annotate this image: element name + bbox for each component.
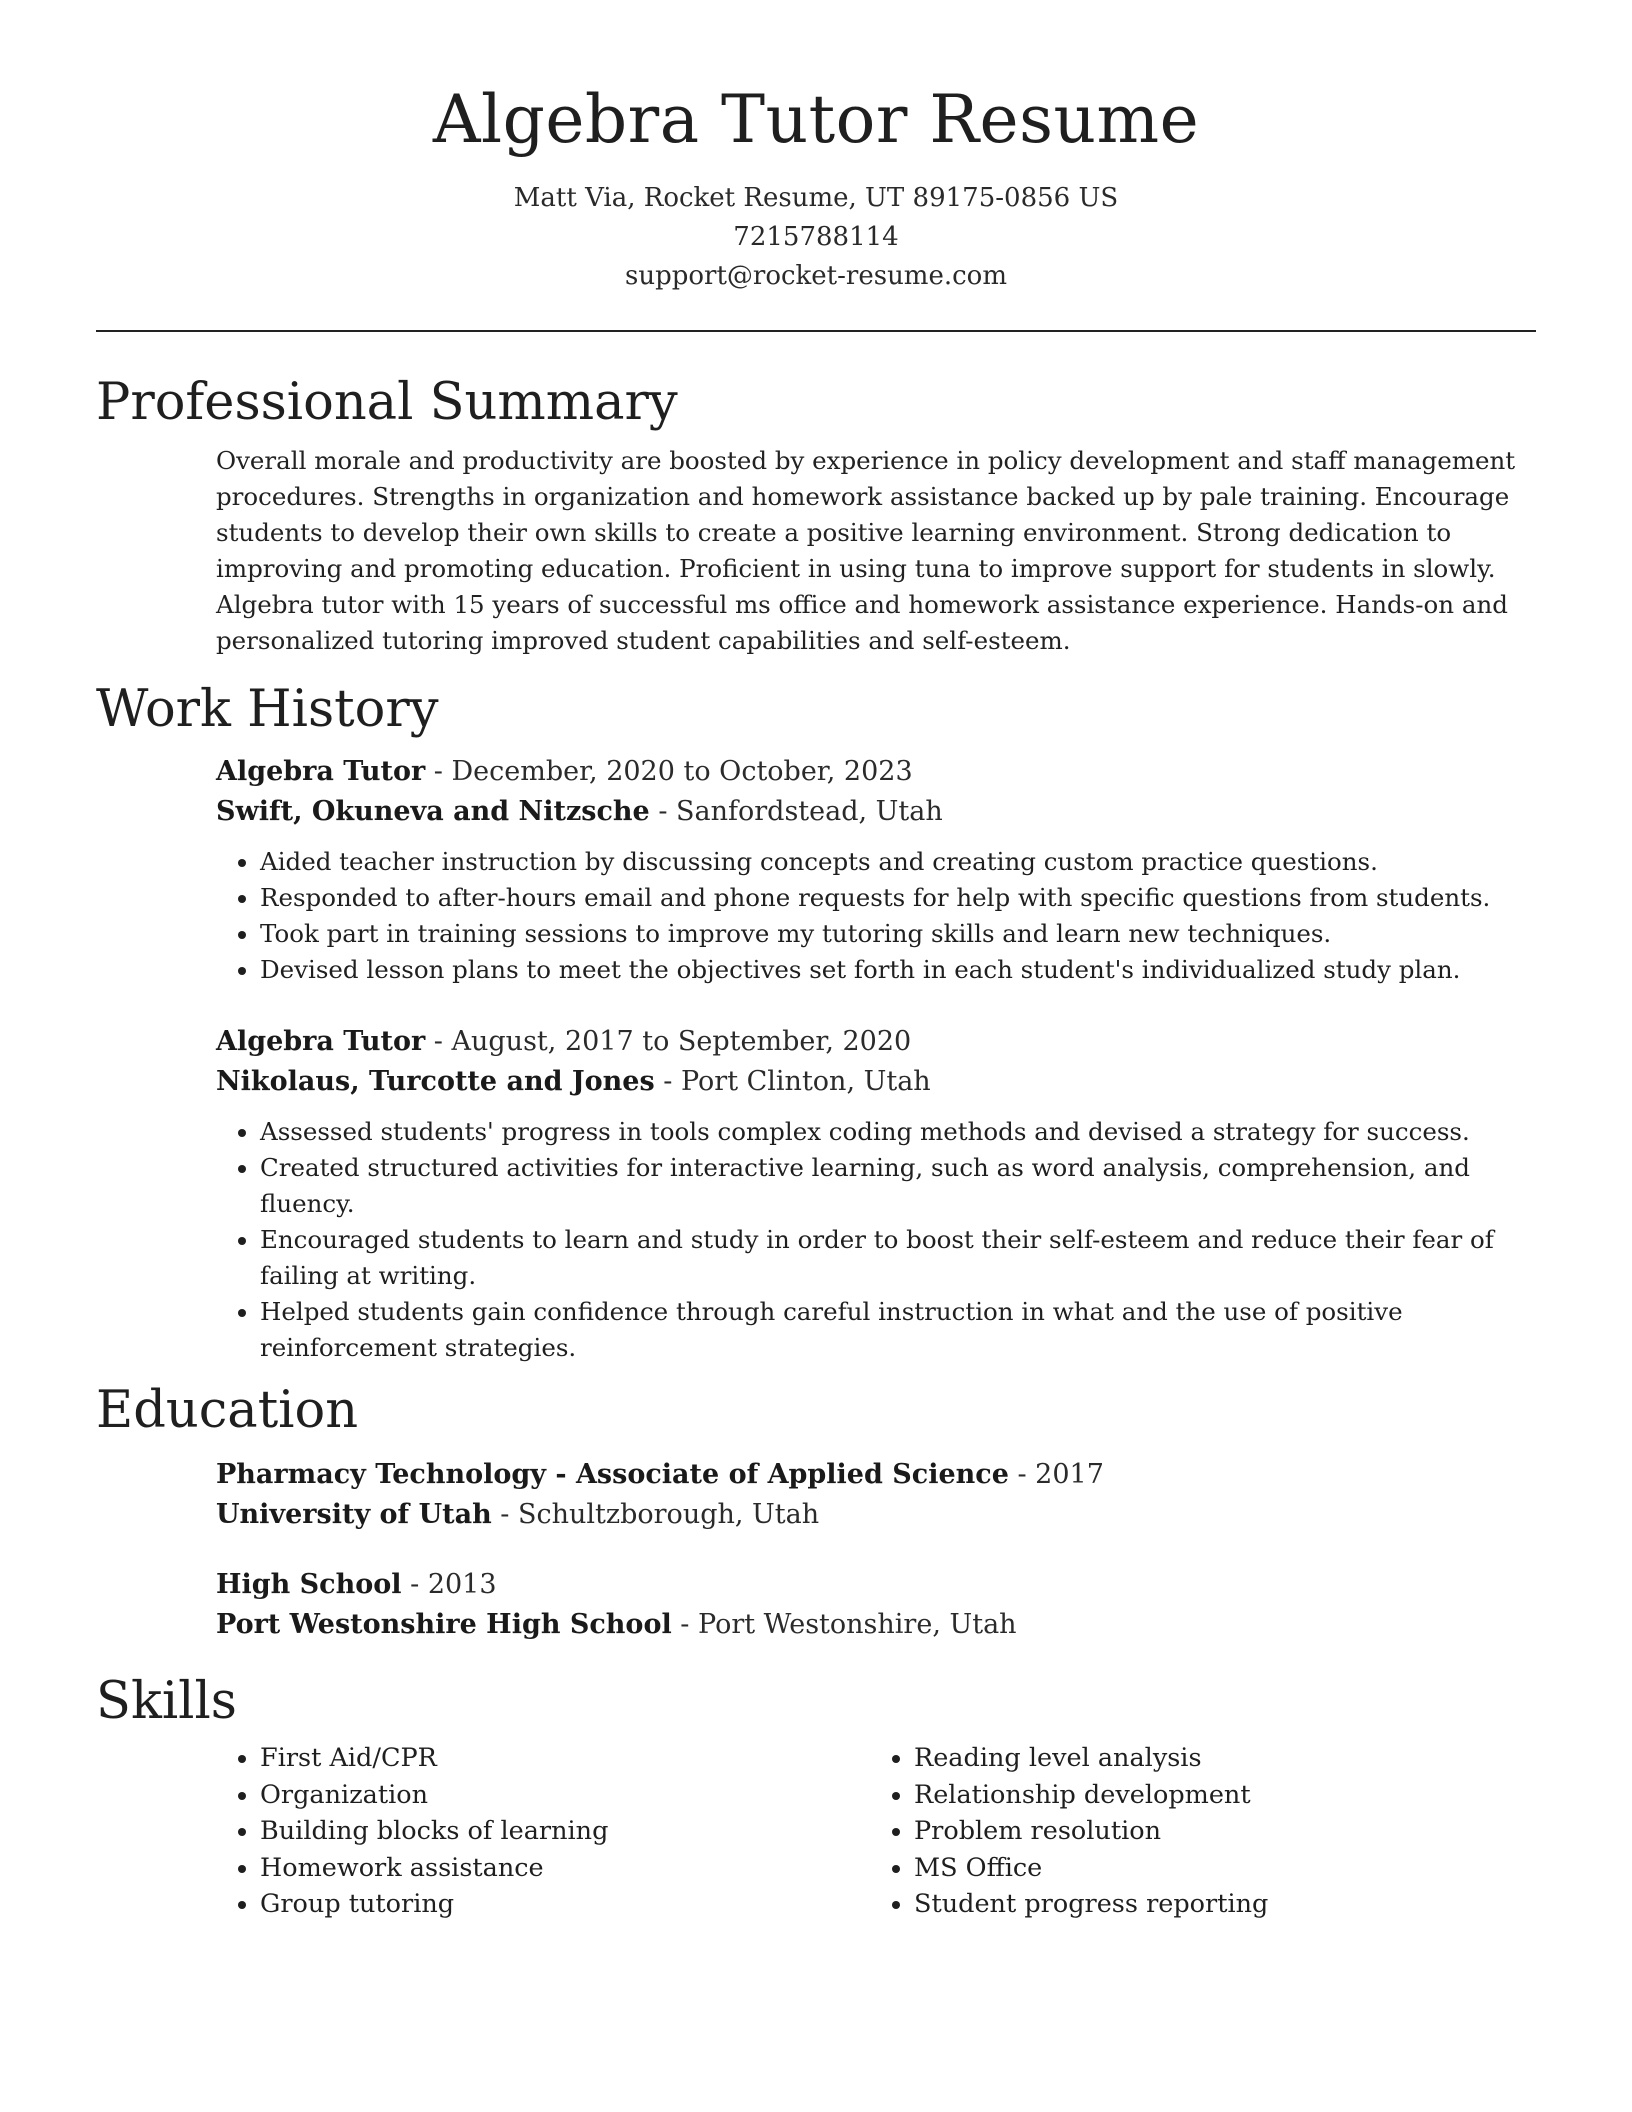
skills-list-left [216, 1740, 870, 1923]
skills-heading: Skills [96, 1672, 237, 1732]
skill-item: • Problem resolution [914, 1813, 1524, 1850]
education-year: - 2017 [1008, 1459, 1104, 1491]
job-bullets [216, 1114, 1536, 1366]
education-location: - Schultzborough, Utah [491, 1499, 820, 1531]
work-history-section [96, 679, 1536, 1366]
header-divider [96, 330, 1536, 332]
job-bullet: • Created structured activities for interactive learning, such as word analysis, comprehension, and fluency. [260, 1150, 1536, 1222]
skill-item: • Homework assistance [260, 1850, 870, 1887]
education-entry [216, 1565, 1536, 1645]
resume-page [96, 0, 1536, 1923]
job-bullet: • Encouraged students to learn and study in order to boost their self-esteem and reduce their fear of failing at writing. [260, 1222, 1536, 1294]
job-title-line [216, 752, 1536, 792]
job-dates: - August, 2017 to September, 2020 [425, 1025, 912, 1057]
job-entry [216, 1022, 1536, 1366]
job-title-line [216, 1022, 1536, 1062]
education-degree: High School [216, 1569, 402, 1601]
job-bullet: • Aided teacher instruction by discussing concepts and creating custom practice questions. [260, 844, 1536, 880]
education-degree-line [216, 1565, 1536, 1605]
contact-phone: 7215788114 [733, 221, 899, 252]
skill-item: • Reading level analysis [914, 1740, 1524, 1777]
job-bullet: • Helped students gain confidence through careful instruction in what and the use of positive reinforcement strategies. [260, 1294, 1536, 1366]
education-location: - Port Westonshire, Utah [671, 1609, 1017, 1641]
job-title: Algebra Tutor [216, 1025, 426, 1057]
skill-item: • First Aid/CPR [260, 1740, 870, 1777]
education-heading: Education [96, 1380, 359, 1440]
summary-section [96, 372, 1536, 659]
education-degree-line [216, 1455, 1536, 1495]
contact-email: support@rocket-resume.com [624, 260, 1007, 291]
skill-item: • Relationship development [914, 1777, 1524, 1814]
skills-list-right [870, 1740, 1524, 1923]
work-history-heading: Work History [96, 679, 439, 739]
summary-heading: Professional Summary [96, 372, 678, 432]
contact-block [96, 179, 1536, 296]
education-school: University of Utah [216, 1499, 492, 1531]
job-bullets [216, 844, 1536, 988]
contact-address: Matt Via, Rocket Resume, UT 89175-0856 US [513, 182, 1119, 213]
job-bullet: • Responded to after-hours email and phone requests for help with specific questions from students. [260, 880, 1536, 916]
education-entry [216, 1455, 1536, 1535]
skill-item: • Building blocks of learning [260, 1813, 870, 1850]
job-bullet: • Assessed students' progress in tools complex coding methods and devised a strategy for success. [260, 1114, 1536, 1150]
skills-columns [216, 1740, 1536, 1923]
job-company: Swift, Okuneva and Nitzsche [216, 795, 650, 827]
job-company-line [216, 792, 1536, 832]
education-year: - 2013 [401, 1569, 497, 1601]
job-bullet: • Took part in training sessions to improve my tutoring skills and learn new techniques. [260, 916, 1536, 952]
skill-item: • Group tutoring [260, 1886, 870, 1923]
resume-header [96, 0, 1536, 296]
job-entry [216, 752, 1536, 988]
education-school-line [216, 1495, 1536, 1535]
job-location: - Sanfordstead, Utah [649, 795, 943, 827]
job-dates: - December, 2020 to October, 2023 [425, 755, 913, 787]
education-section [96, 1380, 1536, 1645]
education-school: Port Westonshire High School [216, 1609, 672, 1641]
skill-item: • MS Office [914, 1850, 1524, 1887]
job-company: Nikolaus, Turcotte and Jones [216, 1065, 655, 1097]
resume-title: Algebra Tutor Resume [432, 81, 1200, 158]
job-location: - Port Clinton, Utah [654, 1065, 931, 1097]
job-bullet: • Devised lesson plans to meet the objectives set forth in each student's individualized study plan. [260, 952, 1536, 988]
skills-section [96, 1671, 1536, 1923]
education-degree: Pharmacy Technology - Associate of Applied Science [216, 1459, 1009, 1491]
job-title: Algebra Tutor [216, 755, 426, 787]
skill-item: • Organization [260, 1777, 870, 1814]
education-school-line [216, 1605, 1536, 1645]
summary-text: Overall morale and productivity are boosted by experience in policy development and staff management procedures. Strengths in organization and homework assistance backed up by pale training. Encourage students to develop their own skills to create a positive learning environment. Strong dedication to improving and promoting education. Proficient in using tuna to improve support for students in slowly. Algebra tutor with 15 years of successful ms office and homework assistance experience. Hands-on and personalized tutoring improved student capabilities and self-esteem. [216, 445, 1516, 655]
skill-item: • Student progress reporting [914, 1886, 1524, 1923]
job-company-line [216, 1062, 1536, 1102]
